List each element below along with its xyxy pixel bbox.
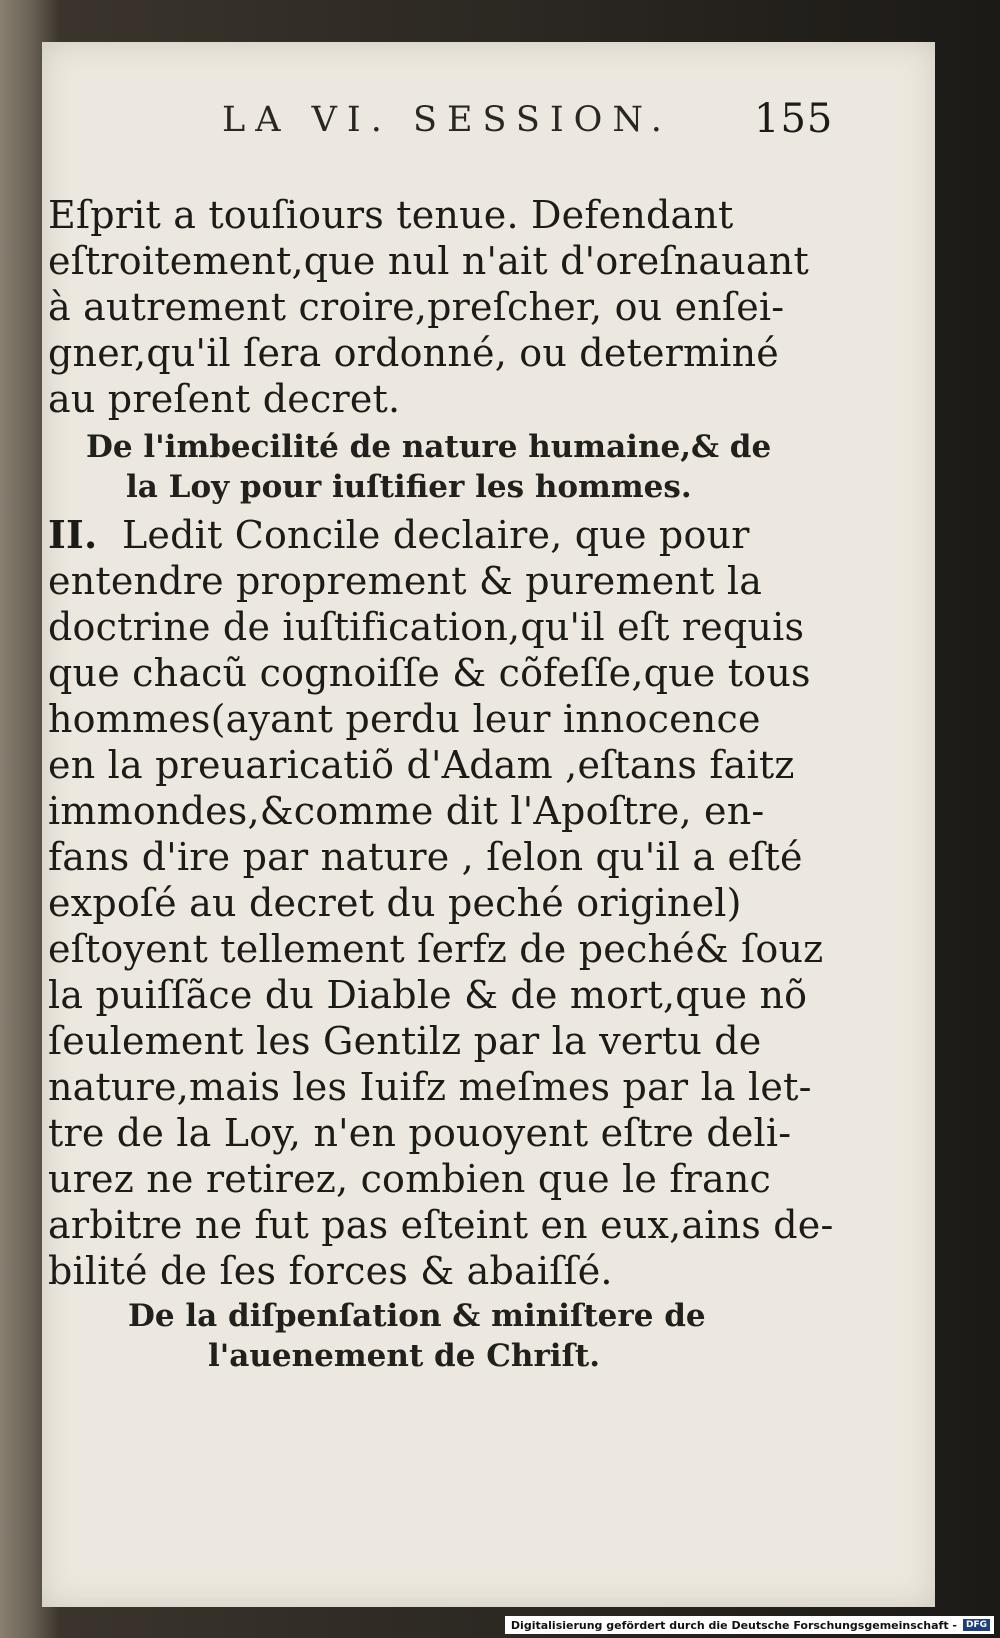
text-line: entendre proprement & purement la bbox=[48, 559, 763, 603]
section-number: II. bbox=[48, 512, 98, 557]
credit-text: Digitalisierung gefördert durch die Deutsche Forschungsgemeinschaft - bbox=[510, 1618, 957, 1632]
text-line: urez ne retirez, combien que le franc bbox=[48, 1157, 772, 1201]
book-page bbox=[42, 42, 935, 1607]
section-heading: la Loy pour iuſtifier les hommes. bbox=[126, 469, 692, 505]
text-line: nature,mais les Iuifz meſmes par la let- bbox=[48, 1065, 812, 1109]
section-heading: De la diſpenſation & miniſtere de bbox=[128, 1298, 706, 1334]
section-heading: l'auenement de Chriſt. bbox=[208, 1338, 601, 1374]
text-line: eſtroitement,que nul n'ait d'oreſnauant bbox=[48, 239, 809, 283]
section-heading: De l'imbecilité de nature humaine,& de bbox=[86, 429, 772, 465]
text-line: la puiſſãce du Diable & de mort,que nõ bbox=[48, 973, 808, 1017]
dfg-logo: DFG bbox=[963, 1619, 990, 1631]
text-line: expoſé au decret du peché originel) bbox=[48, 881, 742, 925]
text-line: immondes,&comme dit l'Apoſtre, en- bbox=[48, 789, 765, 833]
digitization-credit bbox=[505, 1616, 994, 1634]
text-line: arbitre ne fut pas eſteint en eux,ains de- bbox=[48, 1203, 834, 1247]
section-first-text: Ledit Concile declaire, que pour bbox=[121, 513, 750, 557]
text-line: eſtoyent tellement ſerfz de peché& ſouz bbox=[48, 927, 824, 971]
section-first-line bbox=[48, 512, 750, 558]
text-line: bilité de ſes forces & abaiſſé. bbox=[48, 1249, 613, 1293]
text-line: tre de la Loy, n'en pouoyent eſtre deli- bbox=[48, 1111, 792, 1155]
text-line: gner,qu'il ſera ordonné, ou determiné bbox=[48, 331, 779, 375]
text-line: en la preuaricatiõ d'Adam ,eſtans faitz bbox=[48, 743, 795, 787]
page-number: 155 bbox=[754, 96, 834, 142]
running-head: LA VI. SESSION. bbox=[222, 100, 672, 140]
text-line: que chacũ cognoiſſe & cõfeſſe,que tous bbox=[48, 651, 811, 695]
text-line: au preſent decret. bbox=[48, 377, 401, 421]
text-line: ſeulement les Gentilz par la vertu de bbox=[48, 1019, 762, 1063]
text-line: à autrement croire,preſcher, ou enſei- bbox=[48, 285, 785, 329]
text-line: Eſprit a touſiours tenue. Defendant bbox=[48, 193, 734, 237]
text-line: doctrine de iuſtification,qu'il eſt requis bbox=[48, 605, 805, 649]
text-line: hommes(ayant perdu leur innocence bbox=[48, 697, 761, 741]
text-line: fans d'ire par nature , ſelon qu'il a eſté bbox=[48, 835, 803, 879]
